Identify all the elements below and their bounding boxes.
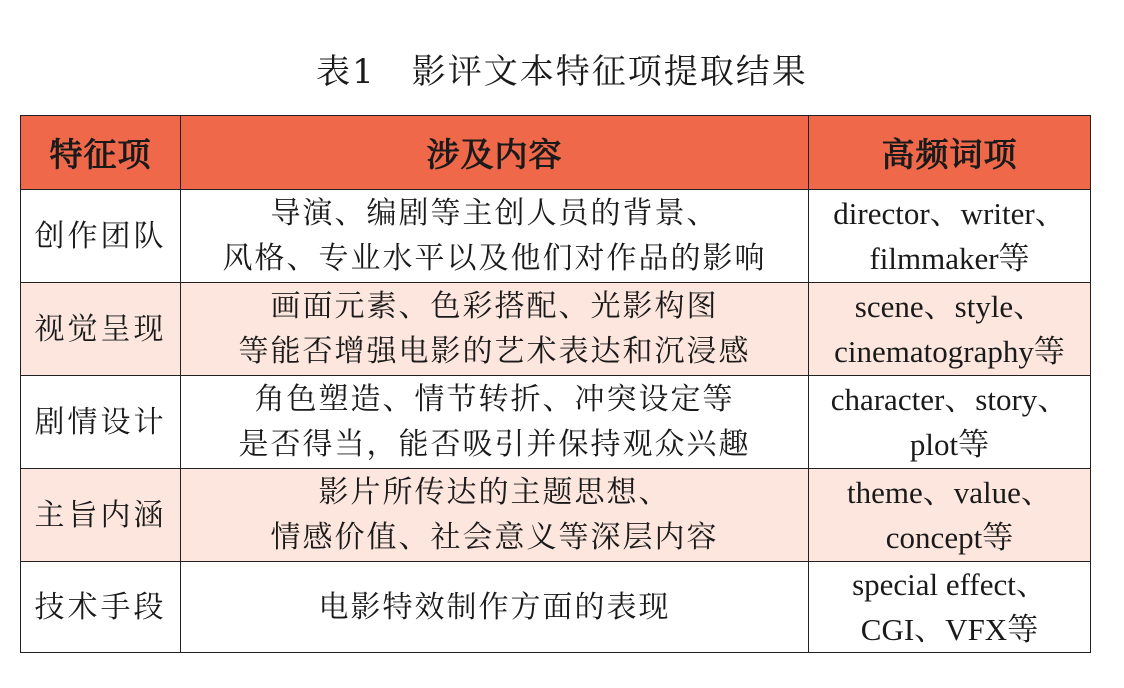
header-feature: 特征项 xyxy=(21,116,181,190)
terms-cell xyxy=(809,283,1091,376)
content-cell xyxy=(181,190,809,283)
content-cell xyxy=(181,376,809,469)
terms-cell xyxy=(809,190,1091,283)
content-line: 导演、编剧等主创人员的背景、 xyxy=(270,196,719,231)
feature-cell: 技术手段 xyxy=(21,562,181,653)
content-line: 电影特效制作方面的表现 xyxy=(318,589,671,625)
content-cell xyxy=(181,283,809,376)
terms-line: special effect、 xyxy=(852,567,1047,602)
terms-line: concept等 xyxy=(885,520,1014,555)
table-caption: 表1 影评文本特征项提取结果 xyxy=(316,52,808,92)
feature-cell: 剧情设计 xyxy=(21,376,181,469)
table-row xyxy=(21,562,1091,653)
table-row xyxy=(21,190,1091,283)
terms-line: plot等 xyxy=(909,427,990,462)
feature-cell: 视觉呈现 xyxy=(21,283,181,376)
content-line: 影片所传达的主题思想、 xyxy=(318,475,671,510)
terms-line: theme、value、 xyxy=(847,475,1052,510)
content-line: 是否得当，能否吸引并保持观众兴趣 xyxy=(238,427,751,462)
terms-line: filmmaker等 xyxy=(869,241,1030,276)
terms-cell xyxy=(809,469,1091,562)
terms-cell xyxy=(809,376,1091,469)
table-row xyxy=(21,469,1091,562)
content-line: 情感价值、社会意义等深层内容 xyxy=(270,520,719,555)
terms-line: scene、style、 xyxy=(854,289,1045,324)
header-terms: 高频词项 xyxy=(809,116,1091,190)
content-cell xyxy=(181,469,809,562)
table-row xyxy=(21,376,1091,469)
terms-line: director、writer、 xyxy=(833,196,1066,231)
feature-cell: 创作团队 xyxy=(21,190,181,283)
terms-line: character、story、 xyxy=(830,382,1069,417)
table-row xyxy=(21,283,1091,376)
table-header-row xyxy=(21,116,1091,190)
content-line: 等能否增强电影的艺术表达和沉浸感 xyxy=(238,334,751,369)
header-content: 涉及内容 xyxy=(181,116,809,190)
terms-line: CGI、VFX等 xyxy=(860,612,1039,647)
content-line: 风格、专业水平以及他们对作品的影响 xyxy=(222,241,767,276)
content-cell xyxy=(181,562,809,653)
feature-table xyxy=(20,115,1091,653)
content-line: 角色塑造、情节转折、冲突设定等 xyxy=(254,382,735,417)
content-line: 画面元素、色彩搭配、光影构图 xyxy=(270,289,719,324)
terms-line: cinematography等 xyxy=(834,334,1065,369)
feature-cell: 主旨内涵 xyxy=(21,469,181,562)
terms-cell xyxy=(809,562,1091,653)
